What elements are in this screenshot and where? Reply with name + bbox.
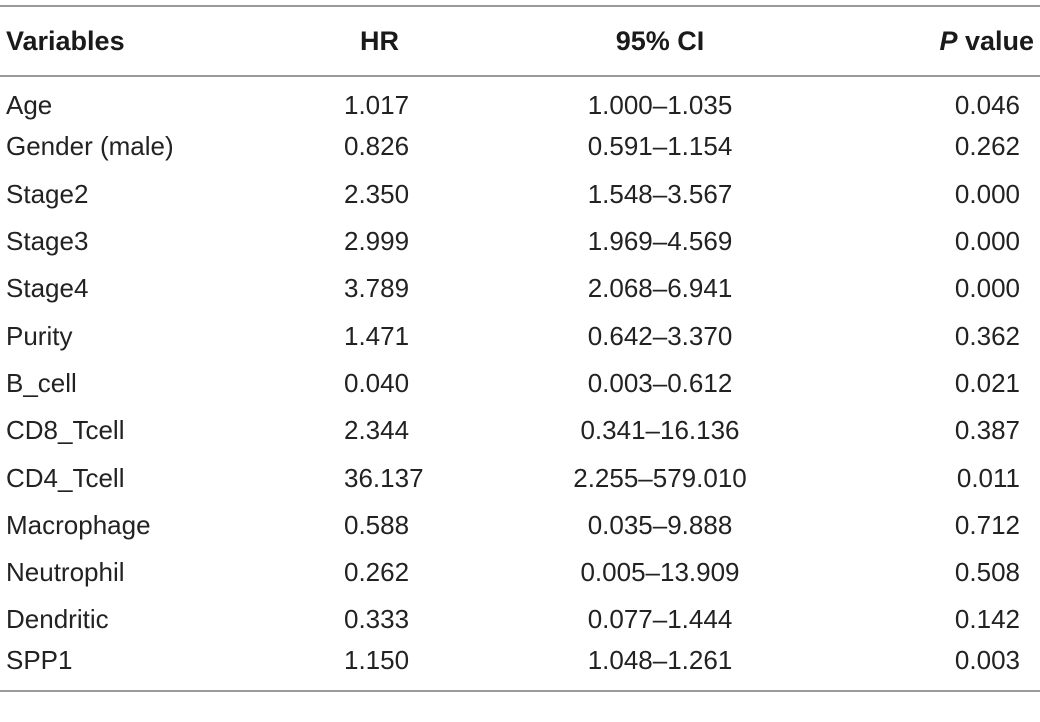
cell-variable: CD8_Tcell: [6, 415, 125, 446]
cell-ci: 0.077–1.444: [587, 604, 733, 635]
cell-ci: 0.591–1.154: [587, 131, 733, 162]
cell-ci: 0.005–13.909: [580, 557, 740, 588]
cell-hr: 0.262: [344, 557, 410, 588]
header-variables: Variables: [6, 25, 125, 56]
cell-p-value: 0.000: [954, 178, 1020, 209]
cell-p-value: 0.362: [954, 320, 1020, 351]
cell-variable: CD4_Tcell: [6, 462, 125, 493]
cell-p-value: 0.387: [954, 415, 1020, 446]
cell-hr: 0.040: [344, 367, 410, 398]
table-row: [0, 312, 1040, 359]
table-row: [0, 502, 1040, 549]
cell-variable: Dendritic: [6, 604, 109, 635]
cell-p-value: 0.000: [954, 273, 1020, 304]
cell-hr: 1.150: [344, 645, 410, 676]
cell-p-value: 0.011: [956, 462, 1020, 493]
cell-ci: 1.000–1.035: [587, 89, 733, 120]
cell-ci: 1.969–4.569: [587, 226, 733, 257]
table-row: [0, 265, 1040, 312]
cell-variable: Age: [6, 89, 53, 120]
header-ci: 95% CI: [615, 25, 705, 56]
cell-ci: 0.341–16.136: [580, 415, 740, 446]
cell-hr: 2.344: [344, 415, 410, 446]
header-p-value: [900, 6, 1040, 76]
cell-variable: Stage2: [6, 178, 89, 209]
cell-hr: 36.137: [344, 462, 424, 493]
table-row: [0, 360, 1040, 407]
cell-hr: 1.471: [344, 320, 410, 351]
table-row: [0, 596, 1040, 643]
cell-ci: 2.255–579.010: [573, 462, 747, 493]
header-p-letter: P: [939, 25, 958, 56]
cell-ci: 2.068–6.941: [587, 273, 733, 304]
cell-p-value: 0.000: [954, 226, 1020, 257]
header-p-suffix: value: [957, 25, 1034, 56]
cell-ci: 1.048–1.261: [587, 645, 733, 676]
table-body: [0, 76, 1040, 691]
cell-variable: Gender (male): [6, 131, 174, 162]
table-row: [0, 171, 1040, 218]
cell-p-value: 0.021: [954, 367, 1020, 398]
header-hr: HR: [360, 25, 399, 56]
cell-ci: 1.548–3.567: [587, 178, 733, 209]
cell-hr: 3.789: [344, 273, 410, 304]
cell-variable: Neutrophil: [6, 557, 125, 588]
table-row: [0, 644, 1040, 691]
cell-p-value: 0.712: [954, 509, 1020, 540]
cell-variable: Stage3: [6, 226, 89, 257]
cell-variable: Purity: [6, 320, 73, 351]
header-row: [0, 6, 1040, 76]
table-row: [0, 76, 1040, 123]
table-row: [0, 407, 1040, 454]
cell-p-value: 0.046: [954, 89, 1020, 120]
results-table: [0, 5, 1040, 692]
cell-p-value: 0.003: [954, 645, 1020, 676]
cell-variable: SPP1: [6, 645, 73, 676]
cell-ci: 0.035–9.888: [587, 509, 733, 540]
cell-variable: Stage4: [6, 273, 89, 304]
cell-hr: 0.588: [344, 509, 410, 540]
cell-variable: B_cell: [6, 367, 77, 398]
cell-hr: 0.826: [344, 131, 410, 162]
cell-hr: 2.999: [344, 226, 410, 257]
cell-hr: 1.017: [344, 89, 410, 120]
cell-ci: 0.003–0.612: [587, 367, 733, 398]
cell-p-value: 0.262: [954, 131, 1020, 162]
table-row: [0, 218, 1040, 265]
table-row: [0, 549, 1040, 596]
table-row: [0, 123, 1040, 170]
table-header: [0, 6, 1040, 76]
table-row: [0, 454, 1040, 501]
cell-hr: 2.350: [344, 178, 410, 209]
cell-variable: Macrophage: [6, 509, 151, 540]
cell-p-value: 0.508: [954, 557, 1020, 588]
cell-ci: 0.642–3.370: [587, 320, 733, 351]
cell-hr: 0.333: [344, 604, 410, 635]
cell-p-value: 0.142: [954, 604, 1020, 635]
